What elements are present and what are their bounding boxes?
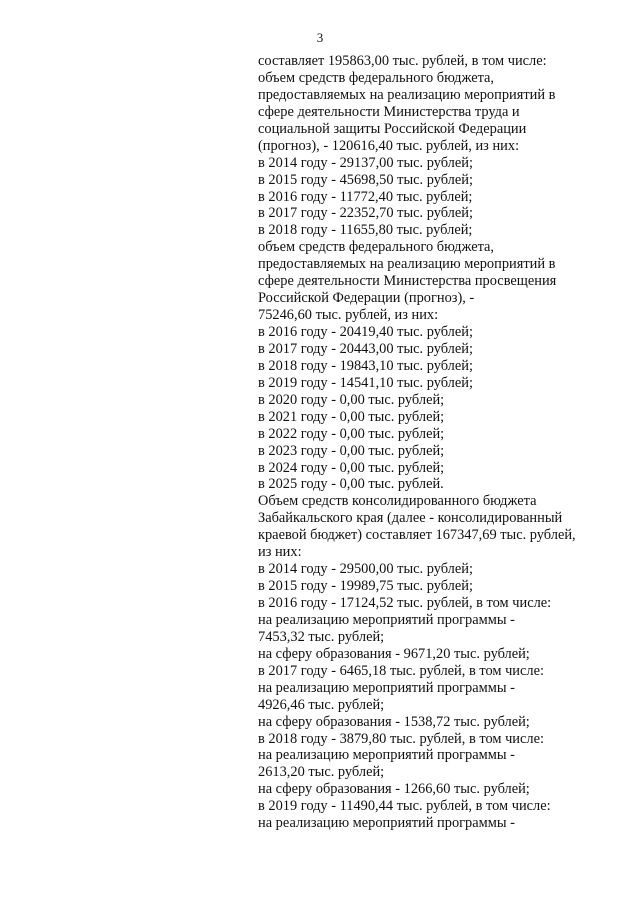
text-line: в 2015 году - 19989,75 тыс. рублей; — [258, 578, 473, 595]
text-line: в 2022 году - 0,00 тыс. рублей; — [258, 425, 445, 442]
text-line: в 2023 году - 0,00 тыс. рублей; — [258, 442, 445, 459]
text-line: в 2018 году - 3879,80 тыс. рублей, в том числе: — [258, 730, 544, 747]
text-line: на сферу образования - 1538,72 тыс. рублей; — [258, 713, 530, 730]
page-number: 3 — [316, 30, 324, 45]
text-line: Забайкальского края (далее - консолидированный — [258, 510, 563, 527]
text-line: социальной защиты Российской Федерации — [258, 120, 527, 137]
text-line: 7453,32 тыс. рублей; — [258, 628, 385, 645]
text-line: объем средств федерального бюджета, — [258, 239, 495, 256]
text-line: на реализацию мероприятий программы - — [258, 611, 515, 628]
text-line: на сферу образования - 1266,60 тыс. рублей; — [258, 781, 530, 798]
text-line: объем средств федерального бюджета, — [258, 69, 495, 86]
text-line: в 2016 году - 20419,40 тыс. рублей; — [258, 324, 473, 340]
text-line: в 2014 году - 29500,00 тыс. рублей; — [258, 561, 473, 578]
text-line: в 2019 году - 11490,44 тыс. рублей, в том числе: — [258, 798, 551, 815]
text-line: в 2017 году - 6465,18 тыс. рублей, в том числе: — [258, 662, 544, 679]
text-line: 2613,20 тыс. рублей; — [258, 764, 385, 781]
text-line: Объем средств консолидированного бюджета — [258, 493, 537, 510]
text-line: в 2019 году - 14541,10 тыс. рублей; — [258, 374, 473, 391]
text-line: в 2025 году - 0,00 тыс. рублей. — [258, 476, 444, 493]
text-line: в 2018 году - 11655,80 тыс. рублей; — [258, 222, 473, 239]
text-line: в 2016 году - 11772,40 тыс. рублей; — [258, 188, 473, 205]
text-line: в 2014 году - 29137,00 тыс. рублей; — [258, 154, 473, 171]
text-line: на реализацию мероприятий программы - — [258, 815, 515, 832]
text-line: из них: — [258, 544, 302, 561]
text-line: в 2018 году - 19843,10 тыс. рублей; — [258, 357, 473, 374]
text-line: Российской Федерации (прогноз), - — [258, 290, 475, 307]
text-line: предоставляемых на реализацию мероприятий в — [258, 256, 556, 273]
text-line: в 2021 году - 0,00 тыс. рублей; — [258, 408, 445, 425]
text-line: составляет 195863,00 тыс. рублей, в том числе: — [258, 53, 547, 69]
text-line: в 2015 году - 45698,50 тыс. рублей; — [258, 171, 473, 188]
text-line: 75246,60 тыс. рублей, из них: — [258, 307, 439, 324]
document-body — [258, 53, 608, 832]
text-line: предоставляемых на реализацию мероприятий в — [258, 86, 556, 103]
text-line: в 2020 году - 0,00 тыс. рублей; — [258, 391, 445, 408]
text-line: в 2017 году - 22352,70 тыс. рублей; — [258, 205, 473, 222]
text-line: сфере деятельности Министерства труда и — [258, 103, 520, 120]
text-line: в 2016 году - 17124,52 тыс. рублей, в том числе: — [258, 595, 552, 611]
text-line: на реализацию мероприятий программы - — [258, 679, 515, 696]
text-line: (прогноз), - 120616,40 тыс. рублей, из них: — [258, 137, 520, 154]
text-line: краевой бюджет) составляет 167347,69 тыс. рублей, — [258, 527, 576, 544]
text-line: на сферу образования - 9671,20 тыс. рублей; — [258, 645, 530, 662]
text-line: 4926,46 тыс. рублей; — [258, 696, 385, 713]
text-line: в 2017 году - 20443,00 тыс. рублей; — [258, 340, 473, 357]
text-line: сфере деятельности Министерства просвещения — [258, 273, 557, 290]
text-line: в 2024 году - 0,00 тыс. рублей; — [258, 459, 445, 476]
text-line: на реализацию мероприятий программы - — [258, 747, 515, 764]
